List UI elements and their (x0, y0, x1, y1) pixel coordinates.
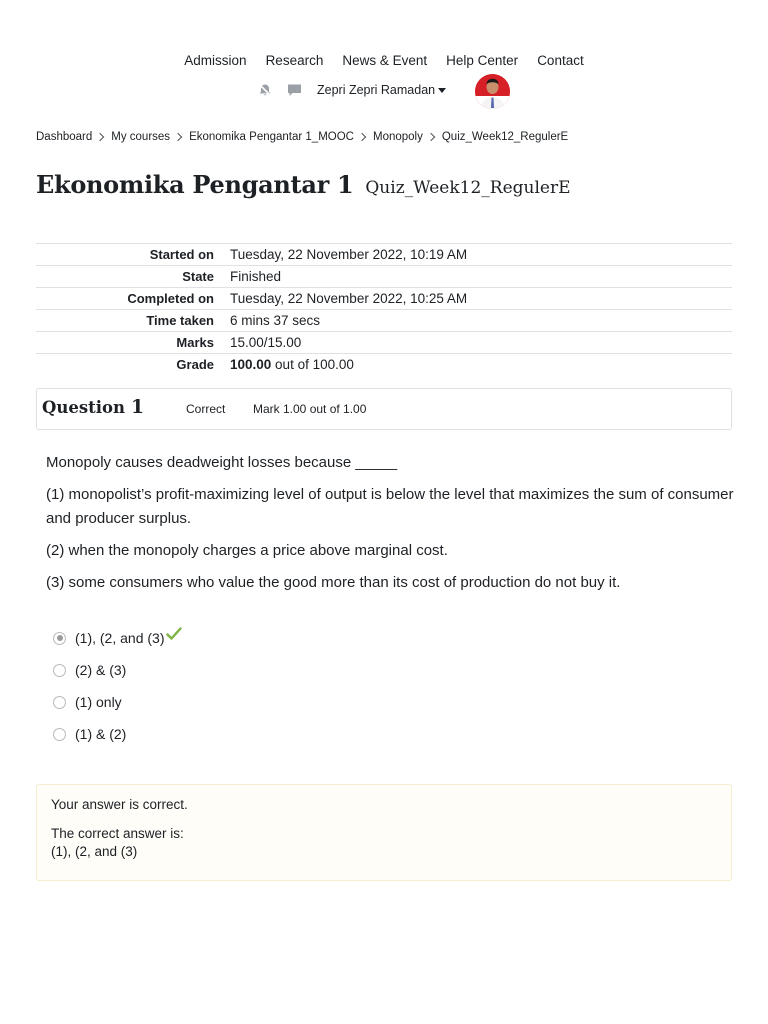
summary-value: Tuesday, 22 November 2022, 10:19 AM (230, 247, 468, 262)
answer-options (53, 622, 182, 750)
page-header (36, 170, 571, 199)
question-statement: (2) when the monopoly charges a price above marginal cost. (46, 542, 448, 559)
radio-unselected[interactable] (53, 664, 66, 677)
user-name[interactable]: Zepri Zepri Ramadan (317, 83, 436, 97)
chevron-right-icon (174, 133, 182, 141)
nav-help-center[interactable]: Help Center (446, 53, 519, 68)
summary-row (36, 266, 732, 288)
answer-option[interactable] (53, 654, 182, 686)
summary-label: Completed on (127, 291, 214, 306)
feedback-result: Your answer is correct. (51, 797, 188, 812)
attempt-summary-table (36, 243, 732, 375)
breadcrumb-course[interactable]: Ekonomika Pengantar 1_MOOC (189, 131, 354, 143)
breadcrumb-section[interactable]: Monopoly (372, 131, 423, 143)
summary-value: 15.00/15.00 (230, 335, 302, 350)
question-text (46, 451, 736, 603)
question-number-value: 1 (130, 396, 145, 418)
chevron-right-icon (96, 133, 104, 141)
chevron-right-icon (358, 133, 366, 141)
answer-label: (1), (2, and (3) (75, 630, 165, 646)
chevron-right-icon (427, 133, 435, 141)
page-title: Ekonomika Pengantar 1 (36, 170, 354, 199)
summary-label: Marks (176, 335, 214, 350)
breadcrumb-quiz[interactable]: Quiz_Week12_RegulerE (441, 131, 569, 143)
answer-option[interactable] (53, 718, 182, 750)
breadcrumb-my-courses[interactable]: My courses (111, 131, 171, 143)
feedback-box (36, 784, 732, 881)
summary-label: State (182, 269, 214, 284)
summary-label: Started on (149, 247, 214, 262)
summary-row (36, 244, 732, 266)
top-navigation (0, 52, 768, 70)
correct-answer-label: The correct answer is: (51, 826, 184, 841)
summary-value: Tuesday, 22 November 2022, 10:25 AM (230, 291, 468, 306)
summary-label: Time taken (146, 313, 214, 328)
question-statement: (1) monopolist’s profit-maximizing level of output is below the level that maximizes the sum of consumer and producer surplus. (46, 486, 734, 527)
question-label: Question (42, 398, 126, 417)
avatar[interactable] (475, 74, 510, 109)
question-info (36, 388, 732, 430)
summary-value: Finished (230, 269, 282, 284)
bell-icon[interactable] (258, 83, 272, 97)
user-menu (0, 74, 768, 108)
nav-research[interactable]: Research (265, 53, 324, 68)
grade-value: 100.00 (230, 357, 272, 372)
chat-icon[interactable] (287, 83, 302, 97)
breadcrumb (36, 129, 568, 145)
breadcrumb-dashboard[interactable]: Dashboard (36, 131, 93, 143)
answer-label: (1) only (75, 694, 122, 710)
radio-selected[interactable] (53, 632, 66, 645)
summary-row (36, 288, 732, 310)
question-grade: Mark 1.00 out of 1.00 (253, 402, 367, 416)
question-number (42, 396, 144, 418)
question-statement: (3) some consumers who value the good more than its cost of production do not buy it. (46, 574, 621, 591)
grade-label: Grade (176, 357, 214, 372)
checkmark-icon (166, 627, 182, 641)
question-prompt: Monopoly causes deadweight losses because _____ (46, 454, 398, 471)
summary-value: 6 mins 37 secs (230, 313, 321, 328)
radio-unselected[interactable] (53, 696, 66, 709)
grade-suffix: out of 100.00 (271, 357, 354, 372)
caret-down-icon[interactable] (438, 88, 446, 93)
grade-value-cell (214, 354, 732, 376)
summary-row (36, 332, 732, 354)
question-state: Correct (186, 402, 226, 416)
correct-answer: (1), (2, and (3) (51, 844, 138, 859)
answer-label: (2) & (3) (75, 662, 127, 678)
summary-row (36, 354, 732, 376)
summary-row (36, 310, 732, 332)
radio-unselected[interactable] (53, 728, 66, 741)
answer-option[interactable] (53, 686, 182, 718)
page-subtitle: Quiz_Week12_RegulerE (365, 178, 571, 198)
nav-admission[interactable]: Admission (184, 53, 247, 68)
nav-news-event[interactable]: News & Event (342, 53, 428, 68)
answer-label: (1) & (2) (75, 726, 127, 742)
nav-contact[interactable]: Contact (537, 53, 584, 68)
answer-option[interactable] (53, 622, 182, 654)
